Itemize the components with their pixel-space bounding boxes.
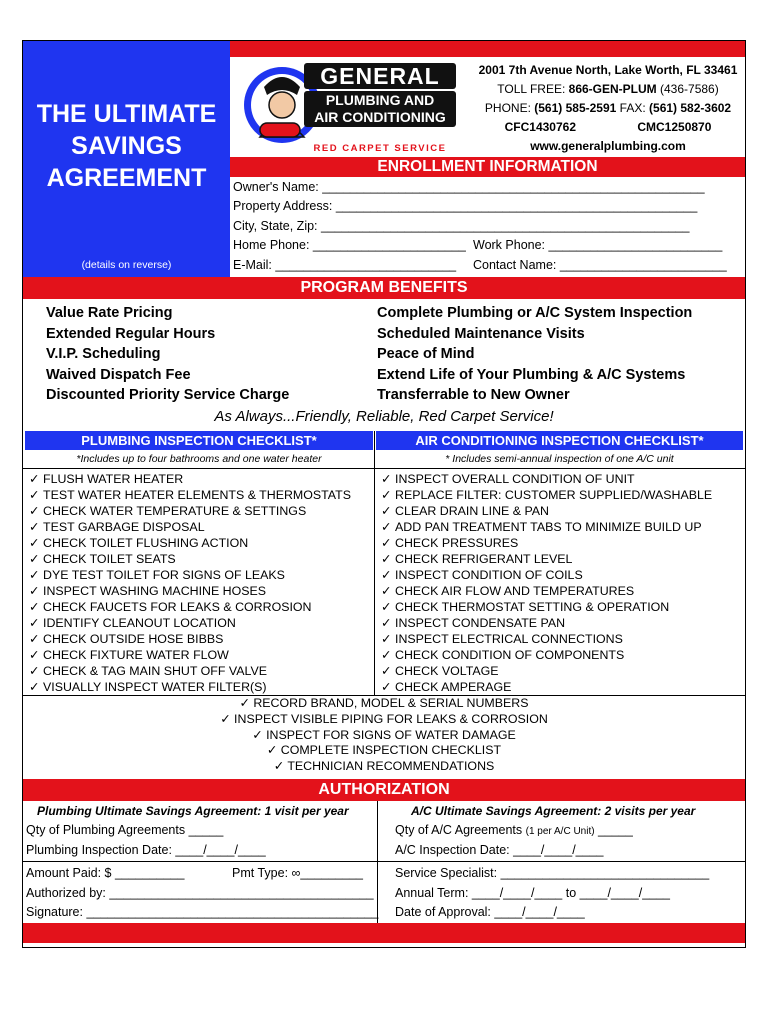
benefits-right [377, 303, 692, 406]
list-item: ✓ INSPECT CONDITION OF COILS [381, 568, 583, 582]
check-mark-icon: ✓ [381, 552, 392, 566]
check-mark-icon: ✓ [29, 600, 40, 614]
list-item: ✓ COMPLETE INSPECTION CHECKLIST [266, 743, 502, 758]
list-item: ✓ TEST GARBAGE DISPOSAL [29, 520, 205, 534]
list-item: ✓ INSPECT OVERALL CONDITION OF UNIT [381, 472, 635, 486]
qty-ac-field[interactable]: Qty of A/C Agreements (1 per A/C Unit) _____ [395, 823, 633, 837]
check-mark-icon: ✓ [29, 488, 40, 502]
check-mark-icon: ✓ [381, 680, 392, 694]
check-mark-icon: ✓ [381, 616, 392, 630]
qty-plumbing-field[interactable]: Qty of Plumbing Agreements _____ [26, 823, 224, 837]
list-item: ✓ INSPECT WASHING MACHINE HOSES [29, 584, 267, 598]
check-mark-icon: ✓ [29, 568, 40, 582]
check-mark-icon: ✓ [381, 504, 392, 518]
program-benefits-header: PROGRAM BENEFITS [23, 277, 745, 299]
list-item: ✓ TECHNICIAN RECOMMENDATIONS [273, 759, 495, 774]
list-item: ✓ CHECK TOILET SEATS [29, 552, 176, 566]
check-mark-icon: ✓ [381, 600, 392, 614]
check-mark-icon: ✓ [381, 472, 392, 486]
list-item: ✓ CHECK PRESSURES [381, 536, 519, 550]
list-item: ✓ INSPECT CONDENSATE PAN [381, 616, 566, 630]
list-item: ✓ CHECK AMPERAGE [381, 680, 512, 694]
benefit-item: V.I.P. Scheduling [46, 346, 161, 362]
company-logo [242, 57, 460, 157]
ac-inspection-date-field[interactable]: A/C Inspection Date: ____/____/____ [395, 843, 604, 857]
list-item: ✓ TEST WATER HEATER ELEMENTS & THERMOSTATS [29, 488, 351, 502]
check-mark-icon: ✓ [381, 584, 392, 598]
details-note: (details on reverse) [81, 259, 172, 271]
list-item: ✓ REPLACE FILTER: CUSTOMER SUPPLIED/WASHABLE [381, 488, 713, 502]
check-mark-icon: ✓ [29, 616, 40, 630]
plumbing-checklist [29, 471, 351, 695]
approval-date-field[interactable]: Date of Approval: ____/____/____ [395, 905, 585, 919]
benefit-item: Extended Regular Hours [46, 325, 216, 342]
check-mark-icon: ✓ [29, 536, 40, 550]
check-mark-icon: ✓ [381, 664, 392, 678]
check-mark-icon: ✓ [29, 680, 40, 694]
logo-line2: PLUMBING AND [325, 92, 435, 108]
ac-note: * Includes semi-annual inspection of one A/C unit [445, 453, 674, 465]
logo-line3: AIR CONDITIONING [314, 109, 446, 125]
home-phone-field[interactable]: Home Phone: ______________________ [233, 238, 466, 252]
check-mark-icon: ✓ [273, 759, 285, 774]
list-item: ✓ CHECK REFRIGERANT LEVEL [381, 552, 573, 566]
list-item: ✓ FLUSH WATER HEATER [29, 472, 184, 486]
list-item: ✓ INSPECT FOR SIGNS OF WATER DAMAGE [252, 727, 516, 742]
annual-term-field[interactable]: Annual Term: ____/____/____ to ____/____/____ [395, 886, 670, 900]
common-checklist [23, 696, 745, 775]
company-address: 2001 7th Avenue North, Lake Worth, FL 33461 [478, 63, 738, 77]
list-item: ✓ CLEAR DRAIN LINE & PAN [381, 504, 550, 518]
check-mark-icon: ✓ [29, 552, 40, 566]
plumbing-note: *Includes up to four bathrooms and one water heater [76, 453, 322, 465]
benefit-item: Extend Life of Your Plumbing & A/C Systems [377, 366, 686, 383]
check-mark-icon: ✓ [29, 472, 40, 486]
benefit-item: Peace of Mind [377, 346, 475, 362]
list-item: ✓ CHECK VOLTAGE [381, 664, 499, 678]
benefit-item: Transferrable to New Owner [377, 387, 570, 403]
page-title: THE ULTIMATE SAVINGS AGREEMENT [36, 100, 217, 192]
list-item: ✓ INSPECT ELECTRICAL CONNECTIONS [381, 632, 623, 646]
list-item: ✓ DYE TEST TOILET FOR SIGNS OF LEAKS [29, 568, 285, 582]
check-mark-icon: ✓ [381, 520, 392, 534]
check-mark-icon: ✓ [29, 584, 40, 598]
list-item: ✓ CHECK FAUCETS FOR LEAKS & CORROSION [29, 600, 312, 614]
amount-paid-field[interactable]: Amount Paid: $ __________ [26, 866, 185, 880]
website-link[interactable]: www.generalplumbing.com [530, 139, 686, 153]
phone-fax: PHONE: (561) 585-2591 FAX: (561) 582-3602 [484, 101, 732, 115]
checklist-divider [374, 431, 375, 695]
check-mark-icon: ✓ [381, 648, 392, 662]
check-mark-icon: ✓ [29, 648, 40, 662]
list-item: ✓ CHECK TOILET FLUSHING ACTION [29, 536, 249, 550]
signature-field[interactable]: Signature: __________________________________________ [26, 905, 379, 919]
email-field[interactable]: E-Mail: __________________________ [233, 258, 457, 272]
list-item: ✓ ADD PAN TREATMENT TABS TO MINIMIZE BUILD UP [381, 520, 702, 534]
benefit-item: Discounted Priority Service Charge [46, 387, 290, 403]
check-mark-icon: ✓ [266, 743, 278, 758]
list-item: ✓ CHECK OUTSIDE HOSE BIBBS [29, 632, 224, 646]
agreement-form [22, 40, 746, 948]
owner-name-field[interactable]: Owner's Name: _______________________________________________________ [233, 180, 705, 194]
work-phone-field[interactable]: Work Phone: _________________________ [473, 238, 723, 252]
check-mark-icon: ✓ [29, 504, 40, 518]
contact-info [471, 61, 745, 156]
list-item: ✓ VISUALLY INSPECT WATER FILTER(S) [29, 680, 267, 694]
benefit-item: Value Rate Pricing [46, 305, 173, 321]
ac-agreement-heading: A/C Ultimate Savings Agreement: 2 visits per year [411, 804, 696, 818]
list-item: ✓ CHECK WATER TEMPERATURE & SETTINGS [29, 504, 307, 518]
contact-name-field[interactable]: Contact Name: ________________________ [473, 258, 727, 272]
service-specialist-field[interactable]: Service Specialist: ______________________________ [395, 866, 710, 880]
toll-free: TOLL FREE: 866-GEN-PLUM (436-7586) [497, 82, 719, 96]
logo-tagline: RED CARPET SERVICE [313, 143, 447, 154]
check-mark-icon: ✓ [29, 520, 40, 534]
check-mark-icon: ✓ [239, 696, 250, 710]
plumbing-agreement-heading: Plumbing Ultimate Savings Agreement: 1 visit per year [37, 804, 349, 818]
benefits-left [46, 303, 289, 406]
logo-name: GENERAL [320, 63, 440, 89]
list-item: ✓ CHECK AIR FLOW AND TEMPERATURES [381, 584, 635, 598]
benefit-item: Complete Plumbing or A/C System Inspection [377, 305, 693, 321]
check-mark-icon: ✓ [252, 727, 263, 742]
benefit-item: Waived Dispatch Fee [46, 366, 191, 383]
check-mark-icon: ✓ [381, 632, 392, 646]
check-mark-icon: ✓ [220, 711, 231, 726]
authorization-header: AUTHORIZATION [23, 779, 745, 801]
title-block [23, 41, 230, 277]
licenses: CFC1430762 CMC1250870 [504, 120, 712, 134]
bottom-red-strip [23, 923, 745, 943]
list-item: ✓ CHECK FIXTURE WATER FLOW [29, 648, 229, 662]
slogan: As Always...Friendly, Reliable, Red Carpet Service! [214, 408, 554, 425]
check-mark-icon: ✓ [381, 536, 392, 550]
benefit-item: Scheduled Maintenance Visits [377, 325, 585, 342]
list-item: ✓ CHECK THERMOSTAT SETTING & OPERATION [381, 600, 670, 614]
authorized-by-field[interactable]: Authorized by: ______________________________________ [26, 886, 374, 900]
pmt-type-field[interactable]: Pmt Type: ∞_________ [232, 866, 363, 880]
list-item: ✓ RECORD BRAND, MODEL & SERIAL NUMBERS [239, 696, 529, 710]
plumbing-checklist-header: PLUMBING INSPECTION CHECKLIST* [25, 431, 373, 450]
check-mark-icon: ✓ [381, 568, 392, 582]
check-mark-icon: ✓ [29, 632, 40, 646]
property-address-field[interactable]: Property Address: ____________________________________________________ [233, 199, 698, 213]
list-item: ✓ IDENTIFY CLEANOUT LOCATION [29, 616, 236, 630]
list-item: ✓ CHECK CONDITION OF COMPONENTS [381, 648, 625, 662]
ac-checklist [381, 471, 712, 695]
list-item: ✓ INSPECT VISIBLE PIPING FOR LEAKS & CORROSION [220, 711, 548, 726]
ac-checklist-header: AIR CONDITIONING INSPECTION CHECKLIST* [376, 431, 743, 450]
city-state-zip-field[interactable]: City, State, Zip: _____________________________________________________ [233, 219, 690, 233]
checklist-top-rule [23, 468, 745, 469]
check-mark-icon: ✓ [381, 488, 392, 502]
enrollment-header: ENROLLMENT INFORMATION [230, 157, 745, 177]
auth-mid-rule [23, 861, 745, 862]
list-item: ✓ CHECK & TAG MAIN SHUT OFF VALVE [29, 664, 267, 678]
plumbing-inspection-date-field[interactable]: Plumbing Inspection Date: ____/____/____ [26, 843, 266, 857]
check-mark-icon: ✓ [29, 664, 40, 678]
